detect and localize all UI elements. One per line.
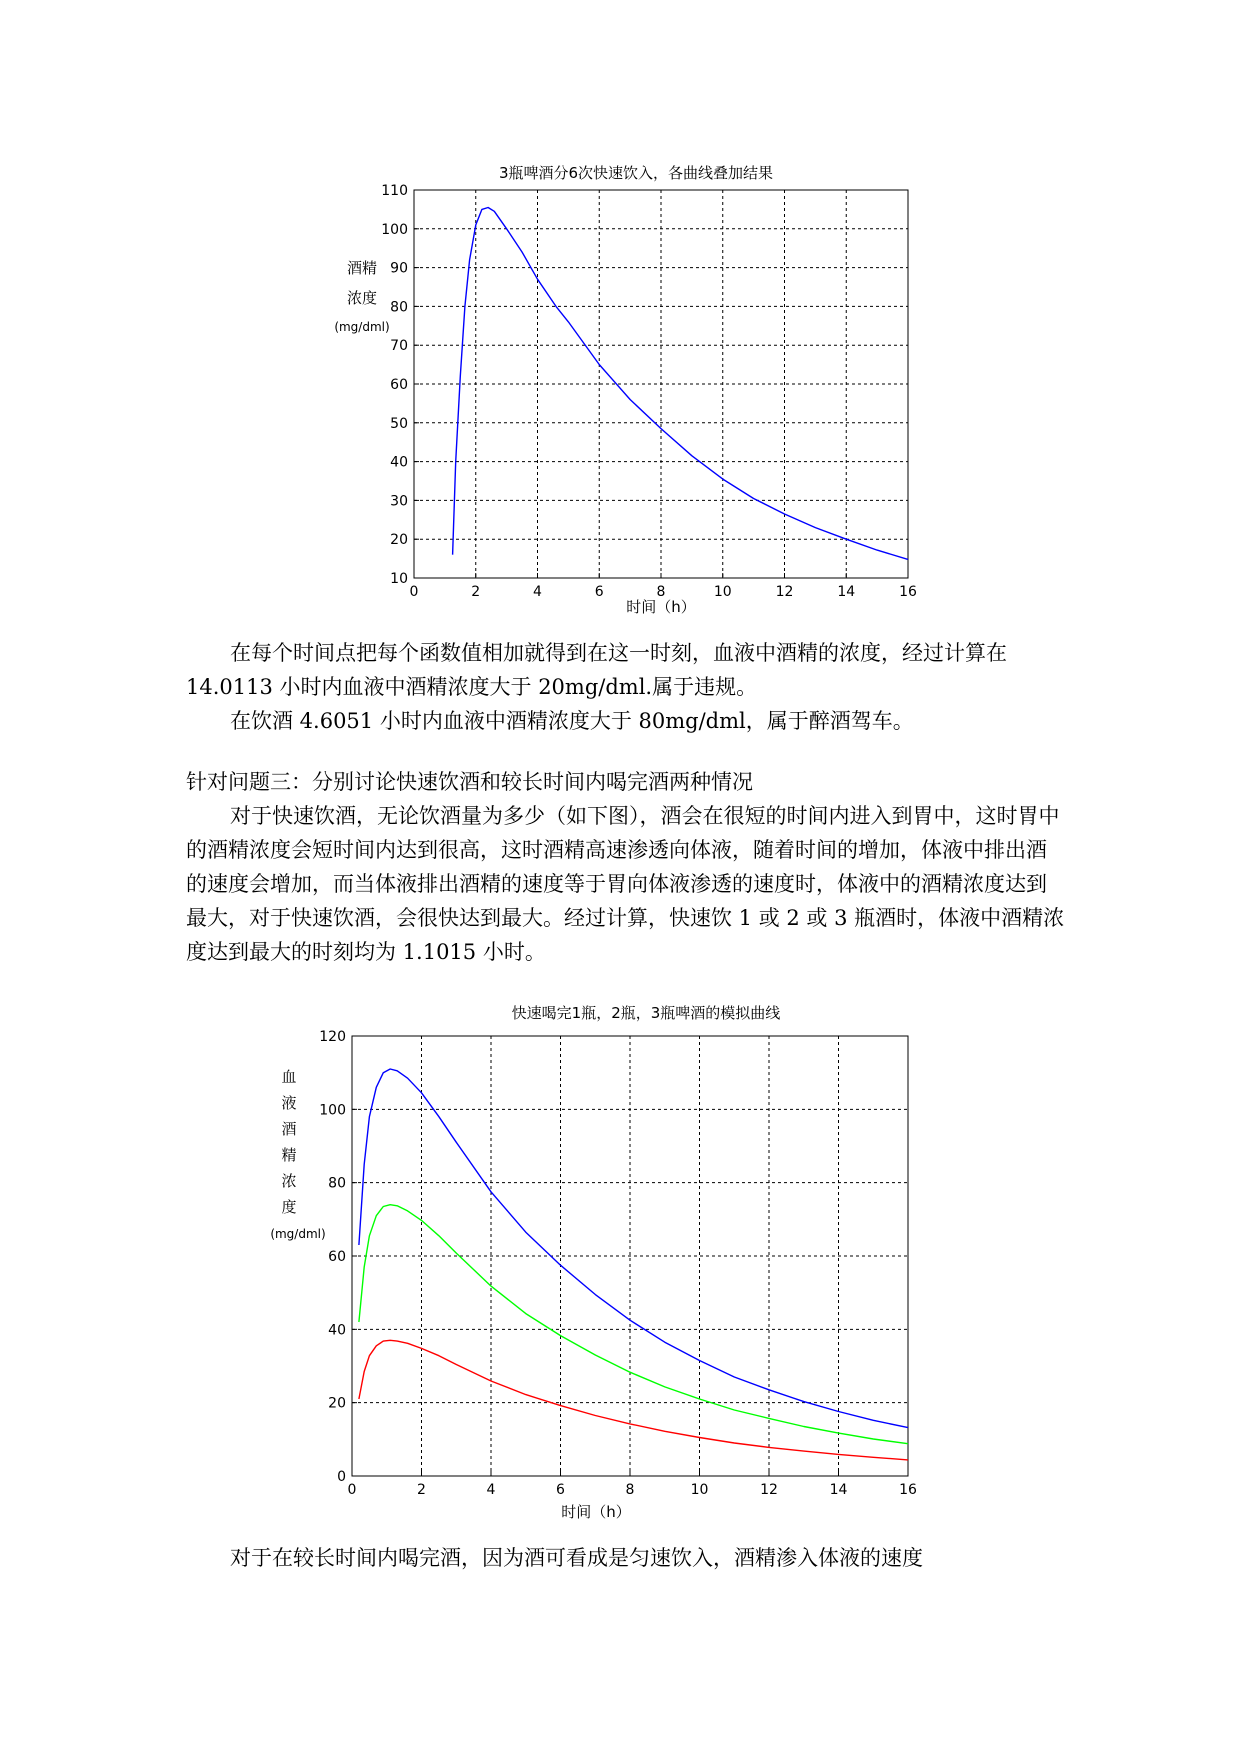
x-tick-label: 14 (837, 584, 856, 600)
chart-1 (334, 164, 917, 616)
y-tick-label: 20 (390, 532, 408, 549)
x-tick-label: 12 (760, 1482, 778, 1498)
y-tick-label: 110 (381, 183, 408, 199)
y-tick-label: 40 (328, 1322, 346, 1339)
chart-1-y-ticks (381, 183, 419, 587)
x-tick-label: 0 (409, 584, 419, 600)
paragraph-5: 对于在较长时间内喝完酒，因为酒可看成是匀速饮入，酒精渗入体液的速度 (230, 1546, 923, 1570)
paragraph-4: 对于快速饮酒，无论饮酒量为多少（如下图），酒会在很短的时间内进入到胃中，这时胃中的酒精浓度会短时间内达到很高，这时酒精高速渗透向体液，随着时间的增加，体液中排出酒的速度会增加，而当体液排出酒精的速度等于胃向体液渗透的速度时，体液中的酒精浓度达到最大，对于快速饮酒，会很快达到最大。经过计算，快速饮 1 或 2 或 3 瓶酒时，体液中酒精浓度达到最大的时刻均为 1.1015 小时。 (186, 804, 1065, 964)
paragraph-3-heading: 针对问题三：分别讨论快速饮酒和较长时间内喝完酒两种情况 (186, 770, 753, 794)
chart-1-y-label-line-2: 浓度 (346, 289, 378, 307)
y-tick-label: 80 (390, 299, 408, 316)
chart-2-y-label-line-6: 度 (281, 1198, 297, 1216)
y-tick-label: 90 (390, 260, 408, 277)
paragraph-1: 在每个时间点把每个函数值相加就得到在这一时刻，血液中酒精的浓度，经过计算在 14.0113 小时内血液中酒精浓度大于 20mg/dml.属于违规。 (186, 641, 1007, 699)
y-tick-label: 120 (319, 1029, 346, 1045)
paragraph-2: 在饮酒 4.6051 小时内血液中酒精浓度大于 80mg/dml，属于醉酒驾车。 (230, 709, 914, 733)
x-tick-label: 10 (690, 1482, 709, 1498)
x-tick-label: 12 (775, 584, 794, 600)
x-tick-label: 16 (899, 584, 917, 600)
x-tick-label: 14 (829, 1482, 848, 1498)
y-tick-label: 60 (390, 377, 408, 393)
y-tick-label: 100 (381, 221, 408, 238)
y-tick-label: 100 (319, 1102, 346, 1119)
chart-2-y-label-line-2: 液 (281, 1094, 297, 1112)
x-tick-label: 0 (347, 1482, 357, 1498)
chart-1-x-axis-label: 时间（h） (626, 598, 696, 616)
chart-2-y-label-line-7: (mg/dml) (270, 1227, 326, 1241)
x-tick-label: 6 (556, 1482, 565, 1498)
chart-1-y-label-line-1: 酒精 (346, 259, 378, 277)
chart-2-y-label-line-3: 酒 (281, 1120, 297, 1138)
chart-1-y-label-line-3: (mg/dml) (334, 320, 390, 334)
x-tick-label: 8 (656, 584, 666, 600)
y-tick-label: 20 (328, 1395, 346, 1412)
y-tick-label: 50 (390, 415, 408, 432)
x-tick-label: 4 (533, 584, 542, 600)
y-tick-label: 10 (390, 571, 408, 587)
y-tick-label: 70 (390, 338, 408, 355)
chart-2-x-axis-label: 时间（h） (561, 1503, 631, 1521)
chart-2-y-label-line-4: 精 (281, 1146, 297, 1164)
x-tick-label: 2 (471, 584, 481, 600)
x-tick-label: 8 (625, 1482, 635, 1498)
x-tick-label: 2 (417, 1482, 426, 1498)
y-tick-label: 40 (390, 454, 408, 471)
chart-1-title: 3瓶啤酒分6次快速饮入，各曲线叠加结果 (498, 164, 774, 182)
x-tick-label: 10 (713, 584, 732, 600)
chart-2-y-label-line-5: 浓 (281, 1172, 297, 1190)
y-tick-label: 60 (328, 1249, 346, 1265)
y-tick-label: 30 (390, 493, 408, 510)
x-tick-label: 16 (899, 1482, 917, 1498)
chart-2-y-ticks (319, 1029, 357, 1485)
x-tick-label: 4 (486, 1482, 496, 1498)
chart-2-y-label-line-1: 血 (281, 1068, 297, 1086)
chart-2 (270, 1004, 917, 1521)
x-tick-label: 6 (594, 584, 604, 600)
chart-2-title: 快速喝完1瓶，2瓶，3瓶啤酒的模拟曲线 (511, 1004, 781, 1022)
y-tick-label: 80 (328, 1175, 346, 1192)
y-tick-label: 0 (337, 1469, 346, 1485)
